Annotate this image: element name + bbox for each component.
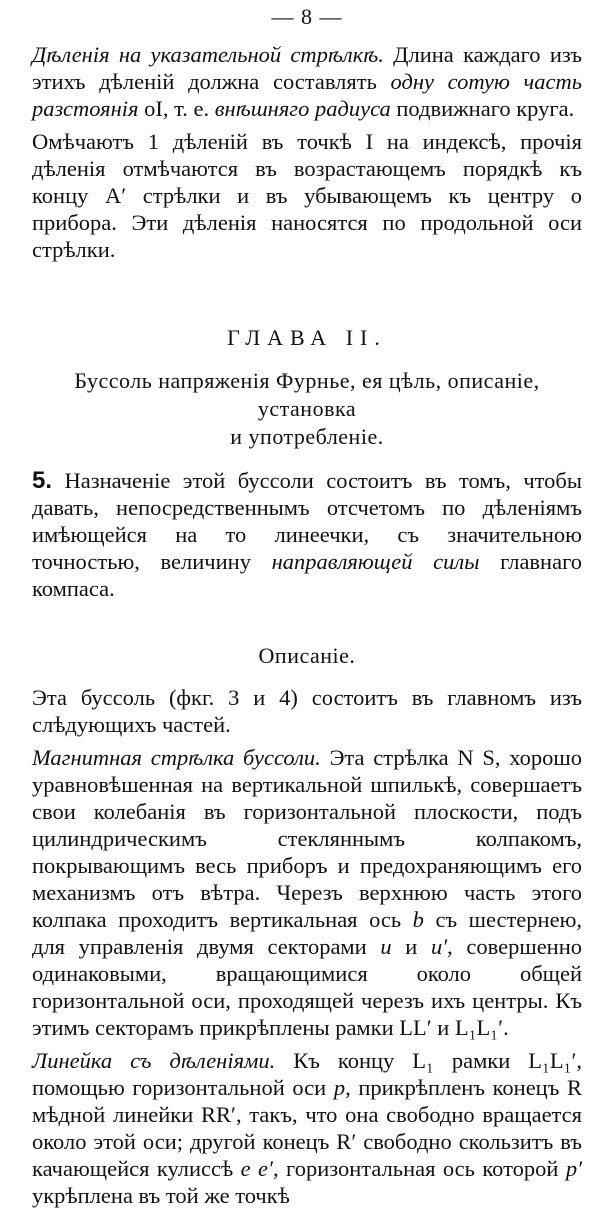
term-outer-radius: внѣшняго радиуса [214, 96, 391, 121]
term-magnetic-needle: Магнитная стрѣлка буссоли. [32, 745, 321, 770]
text-run: Длина каждаго изъ этихъ дѣленій должна составлять [32, 42, 582, 94]
page-number: — 8 — [271, 4, 343, 29]
text-run: , прикрѣпленъ конецъ R мѣдной линейки RR′, такъ, что она свободно вращается около этой оси; другой конецъ R′ свободно скользитъ въ качающейся кулиссѣ [32, 1075, 582, 1181]
term-directing-force: направляющей силы [271, 549, 480, 574]
chapter-title-line-1: Буссоль напряженія Фурнье, ея цѣль, описаніе, установка [74, 368, 540, 421]
text-run: подвижнаго круга. [390, 96, 575, 121]
text-run: Къ концу L₁ рамки L₁L₁′, помощью горизонтальной оси [32, 1048, 582, 1100]
text-run: съ шестернею, для управленія двумя секторами [32, 907, 583, 959]
symbol-ee-prime: e e′ [240, 1156, 273, 1181]
paragraph-marking: Омѣчаютъ 1 дѣленій въ точкѣ I на индексѣ, прочія дѣленія отмѣчаются въ возрастающемъ порядкѣ къ концу A′ стрѣлки и въ убывающемъ къ центру о прибора. Эти дѣленія наносятся по продольной оси стрѣлки. [32, 129, 582, 262]
text-run: укрѣплена въ той же точкѣ [32, 1183, 290, 1208]
text-run: , горизонтальная ось которой [272, 1156, 566, 1181]
text-run: оI, т. е. [138, 96, 215, 121]
symbol-u: u [380, 934, 392, 959]
subheading-description: Описаніе. [258, 643, 356, 668]
text-run: , совершенно одинаковыми, вращающимися около общей горизонтальной оси, проходящей черезъ ихъ центры. Къ этимъ секторамъ прикрѣплены рамки LL′ и L₁L₁′. [32, 934, 583, 1040]
symbol-p-prime: p′ [565, 1156, 583, 1181]
symbol-p: p [333, 1075, 346, 1100]
text-run: Назначеніе этой буссоли состоитъ въ томъ, чтобы давать, непосредственнымъ отсчетомъ по дѣленіямъ имѣющейся на то линеечки, съ значительною точностью, величину [32, 468, 582, 574]
term-divisions: Дѣленія на указательной стрѣлкѣ. [32, 42, 384, 67]
paragraph-ruler [32, 1047, 582, 1209]
symbol-u-prime: u′ [430, 934, 448, 959]
text-run: главнаго компаса. [32, 549, 582, 601]
text-run: Эта стрѣлка N S, хорошо уравновѣшенная на вертикальной шпилькѣ, совершаетъ свои колебанія въ горизонтальной плоскости, подъ цилиндрическимъ стекляннымъ колпакомъ, покрывающимъ весь приборъ и предохраняющимъ его механизмъ отъ вѣтра. Черезъ верхнюю часть этого колпака проходитъ вертикальная ось [32, 745, 583, 932]
section-number: 5. [32, 467, 53, 494]
term-graduated-ruler: Линейка съ дѣленіями. [32, 1048, 276, 1073]
paragraph-section-5 [32, 467, 582, 602]
paragraph-divisions [32, 41, 582, 122]
paragraph-parts: Эта буссоль (фкг. 3 и 4) состоитъ въ главномъ изъ слѣдующихъ частей. [32, 685, 582, 737]
text-run: и [391, 934, 431, 959]
term-hundredth: одну сотую часть разстоянія [32, 69, 582, 121]
chapter-heading: ГЛАВА II. [227, 325, 387, 350]
paragraph-needle [32, 744, 582, 1041]
symbol-b: b [412, 907, 424, 932]
chapter-title-line-2: и употребленіе. [230, 424, 384, 449]
